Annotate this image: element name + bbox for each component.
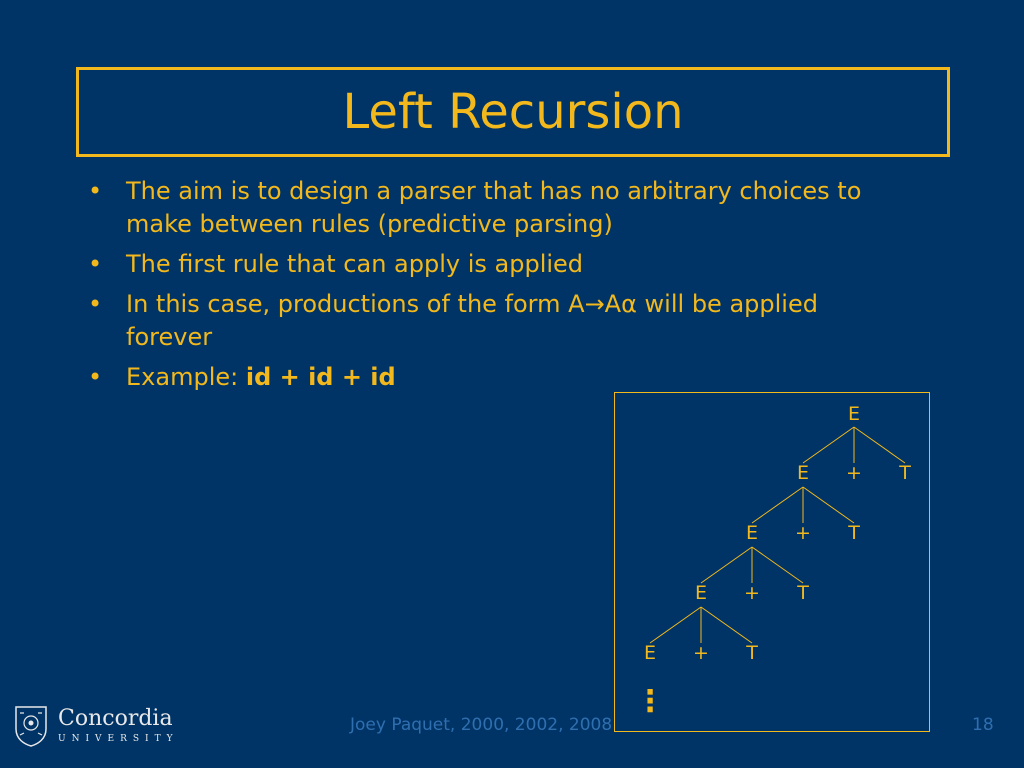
page-number: 18 — [972, 715, 994, 735]
bullet-text-mid: A — [604, 290, 622, 318]
tree-edge — [854, 427, 905, 463]
title-box — [76, 67, 950, 157]
tree-edge — [650, 607, 701, 643]
tree-node: + — [846, 462, 862, 484]
tree-node-root: E — [847, 403, 861, 425]
bullet-marker: • — [88, 363, 103, 391]
tree-node: E — [796, 462, 810, 484]
tree-node: + — [795, 522, 811, 544]
logo-name: Concordia — [58, 706, 173, 731]
tree-node: T — [899, 462, 911, 484]
tree-node: + — [693, 642, 709, 664]
tree-node: E — [643, 642, 657, 664]
tree-continuation-dots: ⋮ — [635, 684, 665, 719]
tree-node: + — [744, 582, 760, 604]
example-label: Example: — [126, 363, 246, 391]
alpha-symbol: α — [621, 290, 637, 318]
tree-edge — [701, 547, 752, 583]
logo-wordmark — [58, 708, 179, 744]
tree-node: E — [694, 582, 708, 604]
tree-node: T — [746, 642, 758, 664]
bullet-item — [88, 248, 888, 281]
tree-edge — [752, 487, 803, 523]
university-crest-icon — [14, 705, 48, 747]
bullet-marker: • — [88, 177, 103, 205]
bullet-item — [88, 175, 888, 241]
bullet-marker: • — [88, 290, 103, 318]
example-expression: id + id + id — [245, 363, 396, 391]
parse-tree-box — [614, 392, 930, 732]
parse-tree — [615, 393, 931, 733]
concordia-logo — [14, 705, 179, 747]
slide-title: Left Recursion — [342, 84, 684, 140]
tree-edges — [650, 427, 905, 643]
tree-labels — [635, 403, 911, 719]
tree-node: T — [797, 582, 809, 604]
bullet-list — [88, 175, 888, 401]
bullet-item — [88, 361, 888, 394]
tree-node: E — [745, 522, 759, 544]
footer-author: Joey Paquet, 2000, 2002, 2008 — [350, 715, 613, 735]
tree-node: T — [848, 522, 860, 544]
arrow-symbol: → — [584, 290, 605, 318]
tree-edge — [803, 427, 854, 463]
bullet-text-before: In this case, productions of the form A — [126, 290, 585, 318]
bullet-item — [88, 288, 888, 354]
logo-subtitle: UNIVERSITY — [58, 734, 179, 744]
tree-edge — [752, 547, 803, 583]
bullet-text: The aim is to design a parser that has no arbitrary choices to make between rules (predictive parsing) — [126, 177, 862, 238]
tree-edge — [701, 607, 752, 643]
bullet-marker: • — [88, 250, 103, 278]
tree-edge — [803, 487, 854, 523]
bullet-text-after: will be applied forever — [126, 290, 818, 351]
bullet-text: The first rule that can apply is applied — [126, 250, 584, 278]
